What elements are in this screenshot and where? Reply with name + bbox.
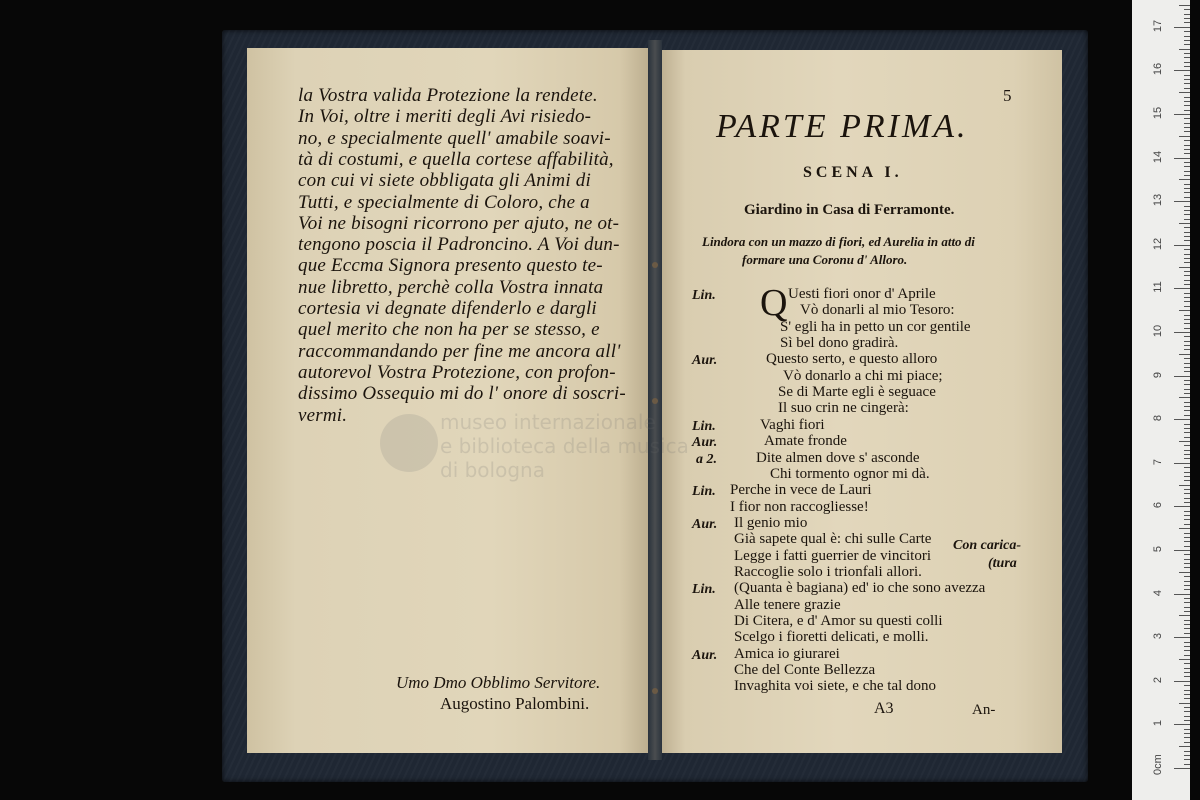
ruler-tick [1184, 36, 1190, 37]
ruler-tick [1184, 240, 1190, 241]
ruler-tick [1184, 628, 1190, 629]
ruler-label: 14 [1152, 150, 1164, 163]
ruler-tick [1184, 559, 1190, 560]
signature-mark: A3 [874, 700, 894, 717]
ruler-tick [1184, 454, 1190, 455]
verse-line: Uesti fiori onor d' Aprile [788, 286, 936, 302]
ruler-tick [1184, 14, 1190, 15]
ruler-tick [1184, 498, 1190, 499]
ruler-tick [1184, 389, 1190, 390]
ruler-tick [1184, 53, 1190, 54]
speaker-label: Aur. [692, 516, 718, 532]
ruler-tick [1184, 297, 1190, 298]
ruler-tick [1184, 537, 1190, 538]
ruler-tick [1184, 576, 1190, 577]
measuring-ruler [1132, 0, 1190, 800]
verse-line: Scelgo i fioretti delicati, e molli. [734, 629, 929, 646]
ruler-tick [1174, 158, 1190, 159]
ruler-tick [1174, 201, 1190, 202]
verse-line: Alle tenere grazie [734, 596, 841, 613]
closing-salutation: Umo Dmo Obblimo Servitore. [396, 673, 601, 692]
ruler-tick [1184, 393, 1190, 394]
verse-line: Vò donarlo a chi mi piace; [783, 367, 943, 384]
ruler-label: 13 [1152, 194, 1164, 207]
ruler-label: 7 [1152, 458, 1164, 465]
ruler-tick [1184, 341, 1190, 342]
ruler-tick [1184, 57, 1190, 58]
verse-line: Perche in vece de Lauri [730, 482, 872, 499]
ruler-label: 4 [1152, 589, 1164, 596]
verse-line: Il suo crin ne cingerà: [778, 400, 909, 417]
ruler-tick [1184, 633, 1190, 634]
margin-note: (tura [988, 556, 1017, 571]
ruler-tick [1184, 44, 1190, 45]
ruler-tick [1184, 79, 1190, 80]
ruler-tick [1184, 642, 1190, 643]
ruler-tick [1174, 376, 1190, 377]
ruler-tick [1184, 123, 1190, 124]
ruler-tick [1179, 615, 1190, 616]
text-line: tengono poscia il Padroncino. A Voi dun- [298, 234, 620, 256]
ruler-tick [1184, 624, 1190, 625]
ruler-tick [1184, 690, 1190, 691]
ruler-tick [1184, 367, 1190, 368]
ruler-tick [1184, 140, 1190, 141]
verse-line: Raccoglie solo i trionfali allori. [734, 563, 922, 580]
ruler-tick [1184, 9, 1190, 10]
ruler-label: 1 [1152, 720, 1164, 727]
ruler-label: 3 [1152, 633, 1164, 640]
ruler-tick [1184, 184, 1190, 185]
binding-stitch [652, 262, 658, 268]
ruler-tick [1184, 275, 1190, 276]
ruler-tick [1184, 206, 1190, 207]
speaker-label: Lin. [692, 418, 716, 434]
text-line: que Eccma Signora presento questo te- [298, 255, 603, 277]
ruler-tick [1184, 668, 1190, 669]
ruler-tick [1184, 410, 1190, 411]
ruler-tick [1179, 354, 1190, 355]
ruler-tick [1184, 188, 1190, 189]
ruler-tick [1184, 262, 1190, 263]
ruler-tick [1184, 515, 1190, 516]
ruler-tick [1184, 519, 1190, 520]
ruler-tick [1184, 97, 1190, 98]
verse-line: Di Citera, e d' Amor su questi colli [734, 613, 943, 629]
ruler-tick [1184, 406, 1190, 407]
ruler-tick [1184, 764, 1190, 765]
ruler-tick [1174, 681, 1190, 682]
ruler-tick [1184, 280, 1190, 281]
verse-line: Invaghita voi siete, e che tal dono [734, 678, 937, 695]
verse-line: Vaghi fiori [760, 416, 825, 433]
ruler-tick [1174, 114, 1190, 115]
ruler-label: 6 [1152, 502, 1164, 509]
ruler-tick [1174, 550, 1190, 551]
ruler-tick [1184, 755, 1190, 756]
ruler-tick [1184, 249, 1190, 250]
verse-line: Amica io giurarei [734, 645, 840, 662]
ruler-tick [1174, 288, 1190, 289]
ruler-tick [1184, 707, 1190, 708]
ruler-tick [1184, 698, 1190, 699]
ruler-tick [1184, 105, 1190, 106]
ruler-tick [1184, 210, 1190, 211]
ruler-tick [1184, 232, 1190, 233]
ruler-tick [1184, 742, 1190, 743]
ruler-tick [1184, 751, 1190, 752]
ruler-tick [1184, 31, 1190, 32]
verse-line: (Quanta è bagiana) ed' io che sono avezza [734, 580, 986, 597]
ruler-tick [1184, 759, 1190, 760]
text-line: cortesia vi degnate difenderlo e dargli [298, 298, 597, 319]
ruler-label: 2 [1152, 676, 1164, 683]
ruler-label: 17 [1152, 19, 1164, 32]
ruler-tick [1184, 227, 1190, 228]
ruler-tick [1184, 437, 1190, 438]
ruler-label: 5 [1152, 545, 1164, 553]
text-line: con cui vi siete obbligata gli Animi di [298, 170, 591, 192]
ruler-tick [1179, 136, 1190, 137]
verse-line: Il genio mio [734, 514, 808, 531]
ruler-tick [1184, 563, 1190, 564]
speaker-label: Aur. [692, 435, 718, 451]
ruler-tick [1184, 110, 1190, 111]
verse-line: Sì bel dono gradirà. [780, 335, 899, 352]
ruler-tick [1184, 131, 1190, 132]
ruler-tick [1184, 323, 1190, 324]
ruler-tick [1184, 458, 1190, 459]
ruler-tick [1174, 70, 1190, 71]
ruler-label: 15 [1152, 106, 1164, 120]
verse-line: Se di Marte egli è seguace [778, 384, 936, 401]
ruler-tick [1184, 685, 1190, 686]
verse-line: Che del Conte Bellezza [734, 662, 876, 679]
ruler-tick [1184, 445, 1190, 446]
ruler-label: 9 [1152, 371, 1164, 378]
ruler-tick [1184, 149, 1190, 150]
ruler-tick [1184, 214, 1190, 215]
catchword: An- [972, 702, 996, 718]
drop-cap: Q [760, 282, 788, 324]
ruler-tick [1179, 572, 1190, 573]
ruler-tick [1179, 485, 1190, 486]
ruler-tick [1184, 371, 1190, 372]
speaker-label: Lin. [692, 484, 716, 500]
speaker-label: Aur. [692, 647, 718, 663]
ruler-tick [1184, 546, 1190, 547]
text-line: autorevol Vostra Protezione, con profon- [298, 361, 616, 383]
verse-line: I fior non raccogliesse! [730, 498, 869, 515]
speaker-label: a 2. [696, 451, 717, 467]
ruler-tick [1184, 716, 1190, 717]
ruler-tick [1184, 145, 1190, 146]
ruler-tick [1184, 336, 1190, 337]
verse-line: S' egli ha in petto un cor gentile [780, 318, 971, 335]
ruler-tick [1184, 620, 1190, 621]
text-line: nue libretto, perchè colla Vostra innata [298, 276, 604, 298]
ruler-tick [1184, 585, 1190, 586]
stage-direction: Lindora con un mazzo di fiori, ed Aurelia in atto di [702, 234, 975, 249]
ruler-tick [1179, 528, 1190, 529]
ruler-tick [1184, 18, 1190, 19]
ruler-tick [1174, 768, 1190, 769]
ruler-tick [1184, 315, 1190, 316]
ruler-tick [1184, 589, 1190, 590]
ruler-tick [1179, 746, 1190, 747]
ruler-tick [1184, 254, 1190, 255]
ruler-label: 0cm [1152, 754, 1164, 775]
ruler-tick [1184, 153, 1190, 154]
ruler-tick [1184, 171, 1190, 172]
ruler-tick [1184, 646, 1190, 647]
ruler-tick [1184, 306, 1190, 307]
ruler-tick [1184, 476, 1190, 477]
text-line: Voi ne bisogni ricorrono per ajuto, ne ot- [298, 212, 620, 234]
ruler-tick [1184, 271, 1190, 272]
ruler-tick [1184, 602, 1190, 603]
ruler-tick [1184, 581, 1190, 582]
ruler-tick [1184, 424, 1190, 425]
ruler-tick [1184, 711, 1190, 712]
ruler-tick [1184, 258, 1190, 259]
ruler-label: 16 [1152, 63, 1164, 76]
ruler-tick [1184, 694, 1190, 695]
ruler-tick [1184, 66, 1190, 67]
ruler-tick [1174, 419, 1190, 420]
ruler-tick [1184, 284, 1190, 285]
ruler-tick [1184, 166, 1190, 167]
ruler-tick [1174, 332, 1190, 333]
ruler-tick [1184, 541, 1190, 542]
scene-heading: SCENA I. [803, 164, 903, 181]
ruler-tick [1184, 192, 1190, 193]
ruler-tick [1184, 676, 1190, 677]
ruler-tick [1184, 363, 1190, 364]
text-line: dissimo Ossequio mi do l' onore di soscri- [298, 383, 626, 405]
ruler-tick [1179, 397, 1190, 398]
verse-line: Legge i fatti guerrier de vincitori [734, 547, 931, 564]
text-line: Tutti, e specialmente di Coloro, che a [298, 191, 590, 213]
binding-stitch [652, 688, 658, 694]
ruler-tick [1174, 245, 1190, 246]
text-line: raccommandando per fine me ancora all' [298, 340, 621, 362]
ruler-tick [1174, 27, 1190, 28]
ruler-tick [1179, 310, 1190, 311]
stage-direction: formare una Coronu d' Alloro. [742, 252, 908, 267]
ruler-tick [1184, 524, 1190, 525]
ruler-tick [1179, 5, 1190, 6]
verse-line: Vò donarli al mio Tesoro: [800, 302, 955, 319]
ruler-tick [1184, 349, 1190, 350]
ruler-tick [1184, 402, 1190, 403]
ruler-tick [1174, 463, 1190, 464]
ruler-label: 12 [1152, 237, 1164, 250]
ruler-tick [1184, 175, 1190, 176]
ruler-label: 11 [1152, 281, 1164, 294]
ruler-tick [1184, 22, 1190, 23]
verse-line: Già sapete qual è: chi sulle Carte [734, 531, 932, 548]
ruler-label: 8 [1152, 415, 1164, 422]
page-number: 5 [1003, 86, 1012, 105]
ruler-tick [1184, 489, 1190, 490]
binding-stitch [652, 398, 658, 404]
ruler-tick [1184, 101, 1190, 102]
ruler-tick [1184, 83, 1190, 84]
ruler-tick [1184, 345, 1190, 346]
ruler-tick [1184, 293, 1190, 294]
ruler-tick [1184, 480, 1190, 481]
text-line: In Voi, oltre i meriti degli Avi risiedo- [298, 106, 592, 128]
ruler-tick [1179, 703, 1190, 704]
ruler-tick [1179, 267, 1190, 268]
ruler-tick [1179, 49, 1190, 50]
scene-setting: Giardino in Casa di Ferramonte. [744, 202, 955, 218]
ruler-tick [1184, 672, 1190, 673]
ruler-tick [1184, 737, 1190, 738]
ruler-tick [1184, 328, 1190, 329]
ruler-tick [1184, 720, 1190, 721]
ruler-tick [1184, 219, 1190, 220]
ruler-tick [1184, 511, 1190, 512]
text-line: tà di costumi, e quella cortese affabilità, [298, 148, 614, 170]
ruler-tick [1184, 663, 1190, 664]
ruler-tick [1184, 607, 1190, 608]
author-signature: Augostino Palombini. [440, 694, 590, 713]
ruler-tick [1184, 611, 1190, 612]
speaker-label: Lin. [692, 582, 716, 598]
verse-line: Chi tormento ognor mi dà. [770, 465, 930, 482]
ruler-tick [1184, 380, 1190, 381]
ruler-tick [1184, 384, 1190, 385]
ruler-tick [1184, 88, 1190, 89]
ruler-tick [1184, 650, 1190, 651]
ruler-tick [1184, 567, 1190, 568]
ruler-tick [1184, 467, 1190, 468]
speaker-label: Aur. [692, 353, 718, 369]
ruler-label: 10 [1152, 324, 1164, 338]
ruler-tick [1179, 92, 1190, 93]
ruler-tick [1184, 502, 1190, 503]
verse-line: Questo serto, e questo alloro [766, 351, 938, 368]
text-line: la Vostra valida Protezione la rendete. [298, 85, 598, 106]
text-line: no, e specialmente quell' amabile soavi- [298, 127, 611, 149]
ruler-tick [1174, 594, 1190, 595]
margin-note: Con carica- [953, 538, 1022, 553]
ruler-tick [1184, 472, 1190, 473]
ruler-tick [1184, 598, 1190, 599]
text-line: quel merito che non ha per se stesso, e [298, 319, 600, 341]
ruler-tick [1184, 236, 1190, 237]
verse-line: Dite almen dove s' asconde [756, 449, 920, 466]
ruler-tick [1184, 533, 1190, 534]
ruler-tick [1184, 40, 1190, 41]
verse-line: Amate fronde [764, 433, 847, 450]
ruler-tick [1174, 724, 1190, 725]
page-title: PARTE PRIMA. [716, 108, 969, 145]
ruler-tick [1184, 554, 1190, 555]
ruler-tick [1184, 197, 1190, 198]
text-line: vermi. [298, 404, 348, 426]
ruler-tick [1184, 301, 1190, 302]
ruler-tick [1184, 62, 1190, 63]
ruler-tick [1184, 432, 1190, 433]
ruler-tick [1184, 75, 1190, 76]
ruler-tick [1184, 729, 1190, 730]
ruler-tick [1184, 450, 1190, 451]
ruler-tick [1184, 358, 1190, 359]
ruler-tick [1184, 127, 1190, 128]
ruler-tick [1179, 659, 1190, 660]
ruler-tick [1184, 162, 1190, 163]
ruler-tick [1184, 319, 1190, 320]
ruler-tick [1179, 179, 1190, 180]
ruler-tick [1184, 415, 1190, 416]
ruler-tick [1179, 441, 1190, 442]
ruler-tick [1184, 428, 1190, 429]
ruler-tick [1184, 118, 1190, 119]
ruler-tick [1174, 637, 1190, 638]
ruler-tick [1184, 493, 1190, 494]
ruler-tick [1184, 655, 1190, 656]
ruler-tick [1179, 223, 1190, 224]
ruler-tick [1184, 733, 1190, 734]
ruler-tick [1174, 506, 1190, 507]
speaker-label: Lin. [692, 288, 716, 303]
